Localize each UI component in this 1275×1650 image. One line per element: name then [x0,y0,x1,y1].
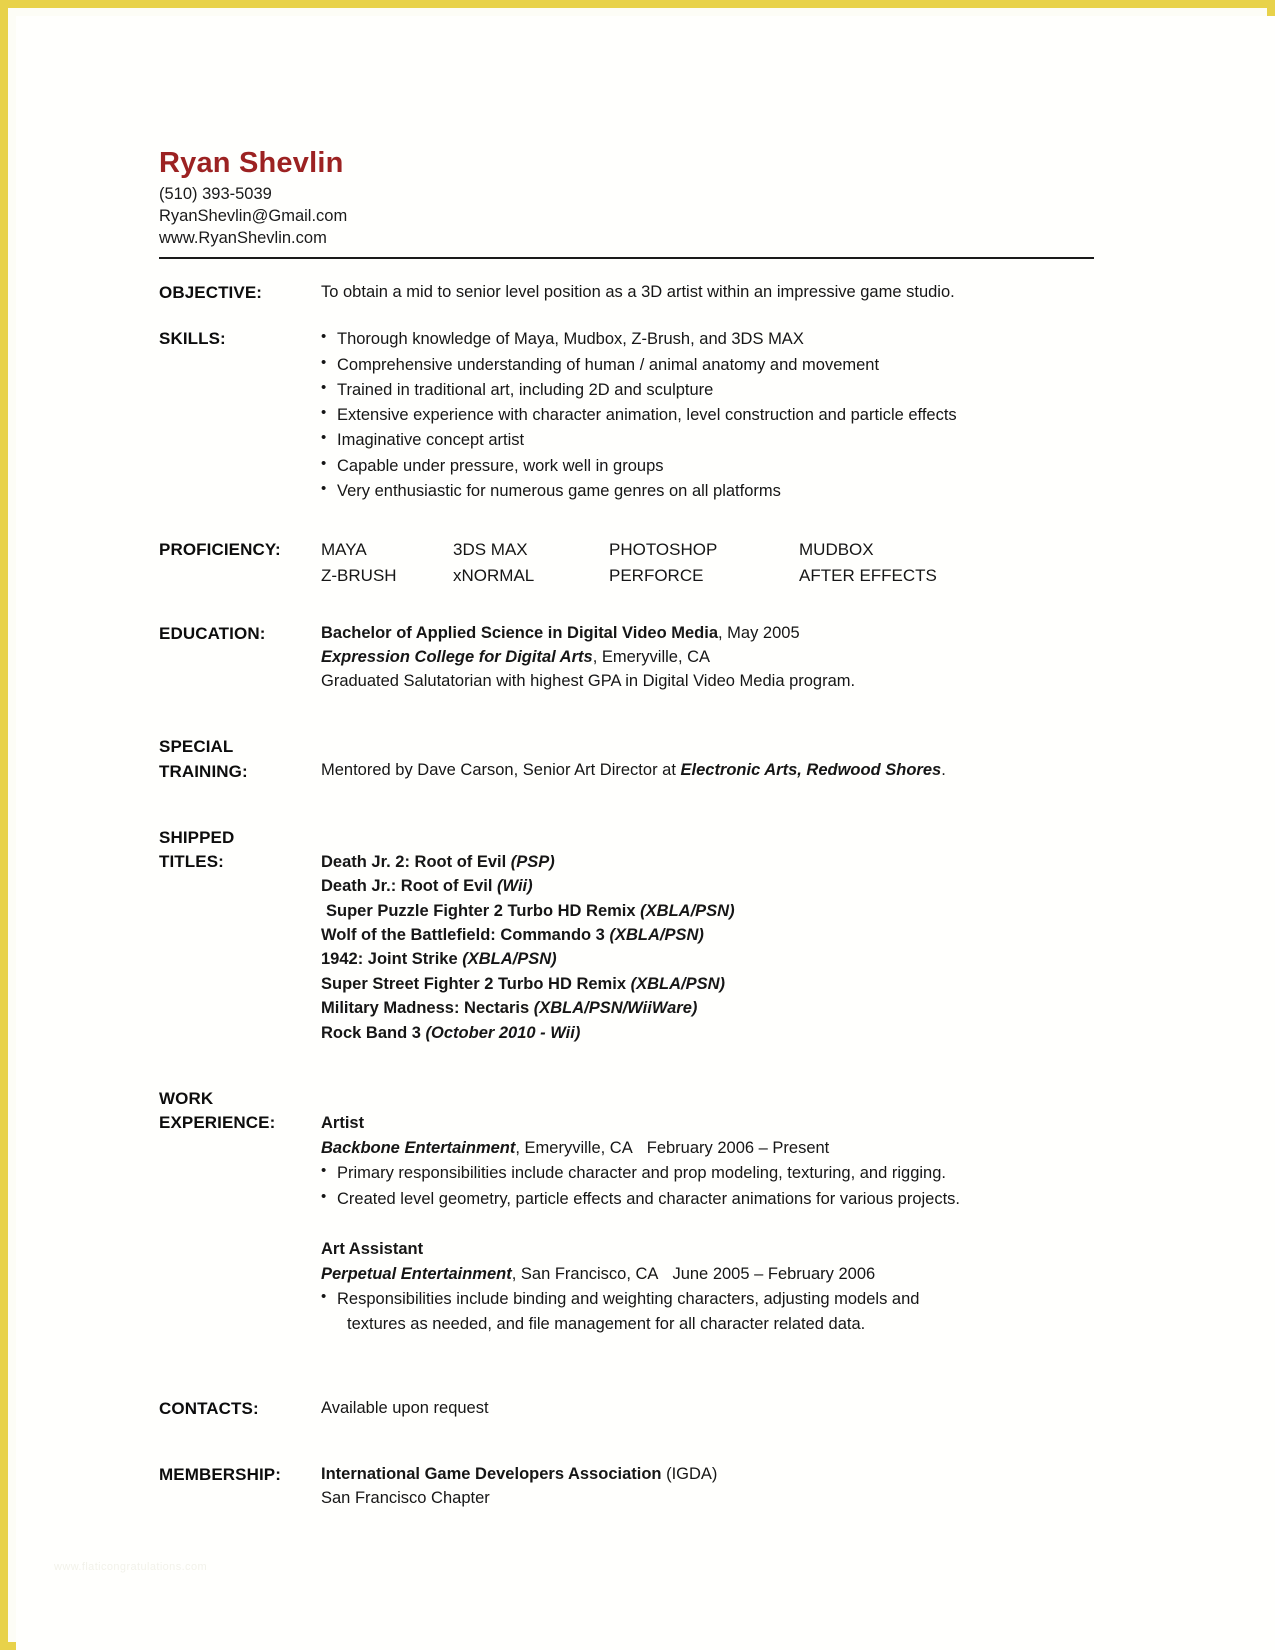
resume-document [159,148,1099,1511]
job-dates: February 2006 – Present [646,1138,830,1157]
shipped-title-name: Wolf of the Battlefield: Commando 3 [321,925,610,944]
shipped-title-platform: (XBLA/PSN) [640,901,735,920]
list-item: • Extensive experience with character animation, level construction and particle effects [321,403,1099,427]
job-bullets [321,1287,1099,1336]
email-address: RyanShevlin@Gmail.com [159,207,348,226]
objective-label: OBJECTIVE: [159,283,263,303]
section-special-training [159,735,1099,783]
list-item [321,874,1099,898]
shipped-title-platform: (October 2010 - Wii) [425,1023,581,1042]
list-item [321,1021,1099,1045]
list-item: • Thorough knowledge of Maya, Mudbox, Z-Brush, and 3DS MAX [321,327,1099,351]
shipped-title-name: Super Puzzle Fighter 2 Turbo HD Remix [326,901,641,920]
list-item [321,947,1099,971]
education-degree-date: , May 2005 [718,623,800,642]
shipped-title-name: Death Jr.: Root of Evil [321,877,498,896]
shipped-title-platform: (Wii) [497,877,533,896]
contacts-label: CONTACTS: [159,1398,259,1418]
special-training-body [321,735,1099,783]
resume-header [159,148,1099,259]
membership-org-abbrev: (IGDA) [661,1465,718,1484]
list-item [321,899,1099,923]
skills-list [321,327,1099,503]
job-dates: June 2005 – February 2006 [672,1264,876,1283]
proficiency-item: 3DS MAX [453,540,528,560]
list-item: • Capable under pressure, work well in groups [321,454,1099,478]
section-work-experience [159,1087,1099,1337]
job-bullet-text: Responsibilities include binding and weighting characters, adjusting models and [337,1290,920,1309]
list-item: • Comprehensive understanding of human / animal anatomy and movement [321,353,1099,377]
proficiency-item: PERFORCE [609,565,704,585]
list-item: • Trained in traditional art, including 2D and sculpture [321,378,1099,402]
job-bullet-text: Created level geometry, particle effects and character animations for various projects. [337,1189,961,1208]
page-watermark: www.flaticongratulations.com [54,1561,208,1573]
shipped-titles-label [159,826,321,874]
list-item [321,1287,1099,1336]
list-item [321,1161,1099,1185]
website-url: www.RyanShevlin.com [159,229,327,248]
section-proficiency [159,538,1099,588]
list-item [321,996,1099,1020]
membership-chapter: San Francisco Chapter [321,1489,490,1508]
work-experience-label-line1: WORK [159,1088,214,1108]
list-item [321,850,1099,874]
objective-text: To obtain a mid to senior level position as a 3D artist within an impressive game studio. [321,283,955,302]
shipped-title-platform: (XBLA/PSN) [609,925,704,944]
education-school-location: , Emeryville, CA [592,647,711,666]
shipped-title-platform: (PSP) [510,852,555,871]
work-experience-label-line2: EXPERIENCE: [159,1113,276,1133]
special-training-label-line2: TRAINING: [159,761,248,781]
list-item: • Imaginative concept artist [321,428,1099,452]
list-item [321,1187,1099,1211]
page-sheet [16,16,1275,1650]
job-location: , Emeryville, CA [515,1138,633,1157]
special-training-prefix: Mentored by Dave Carson, Senior Art Director at [321,761,681,780]
job-company: Perpetual Entertainment [321,1264,512,1283]
header-divider [159,257,1094,259]
shipped-titles-list [321,826,1099,1045]
membership-label: MEMBERSHIP: [159,1465,281,1485]
section-shipped-titles [159,826,1099,1045]
job-meta [321,1262,1099,1287]
list-item [321,923,1099,947]
education-school-line [321,646,1099,670]
job-bullet-text: Primary responsibilities include character and prop modeling, texturing, and rigging. [337,1164,946,1183]
phone-number: (510) 393-5039 [159,185,272,204]
job-entry [321,1111,1099,1211]
membership-org: International Game Developers Association [321,1465,662,1484]
special-training-label [159,735,321,783]
membership-org-line [321,1463,1099,1487]
shipped-titles-label-line2: TITLES: [159,851,224,871]
education-degree-line [321,622,1099,646]
section-membership [159,1463,1099,1511]
education-label: EDUCATION: [159,623,266,643]
special-training-suffix: . [941,761,946,780]
education-school: Expression College for Digital Arts [321,647,593,666]
shipped-titles-label-line1: SHIPPED [159,827,235,847]
shipped-title-platform: (XBLA/PSN/WiiWare) [533,999,698,1018]
special-training-emphasis: Electronic Arts, Redwood Shores [680,761,942,780]
shipped-title-name: Super Street Fighter 2 Turbo HD Remix [321,974,631,993]
proficiency-grid [321,538,1099,588]
candidate-name: Ryan Shevlin [159,147,344,179]
list-item [321,972,1099,996]
job-bullets [321,1161,1099,1211]
job-title: Art Assistant [321,1239,424,1258]
section-education [159,622,1099,694]
contacts-text: Available upon request [321,1398,489,1417]
skills-label: SKILLS: [159,329,226,349]
list-item: • Very enthusiastic for numerous game genres on all platforms [321,479,1099,503]
job-location: , San Francisco, CA [511,1264,659,1283]
proficiency-label: PROFICIENCY: [159,540,281,560]
job-bullet-text-continuation: textures as needed, and file management for all character related data. [347,1314,866,1333]
shipped-title-name: Death Jr. 2: Root of Evil [321,852,511,871]
shipped-title-platform: (XBLA/PSN) [630,974,725,993]
proficiency-item: AFTER EFFECTS [799,565,937,585]
job-company: Backbone Entertainment [321,1138,516,1157]
proficiency-item: xNORMAL [453,565,535,585]
proficiency-item: MUDBOX [799,540,874,560]
shipped-title-name: 1942: Joint Strike [321,950,463,969]
proficiency-item: PHOTOSHOP [609,540,718,560]
shipped-title-name: Military Madness: Nectaris [321,999,534,1018]
shipped-title-name: Rock Band 3 [321,1023,426,1042]
section-contacts [159,1397,1099,1421]
section-skills [159,327,1099,504]
work-experience-label [159,1087,321,1135]
section-objective [159,281,1099,305]
job-entry [321,1237,1099,1336]
education-note: Graduated Salutatorian with highest GPA in Digital Video Media program. [321,671,856,690]
job-meta [321,1136,1099,1161]
education-degree: Bachelor of Applied Science in Digital Video Media [321,623,718,642]
job-title: Artist [321,1113,365,1132]
shipped-title-platform: (XBLA/PSN) [462,950,557,969]
special-training-label-line1: SPECIAL [159,737,234,757]
proficiency-item: Z-BRUSH [321,565,397,585]
proficiency-item: MAYA [321,540,367,560]
